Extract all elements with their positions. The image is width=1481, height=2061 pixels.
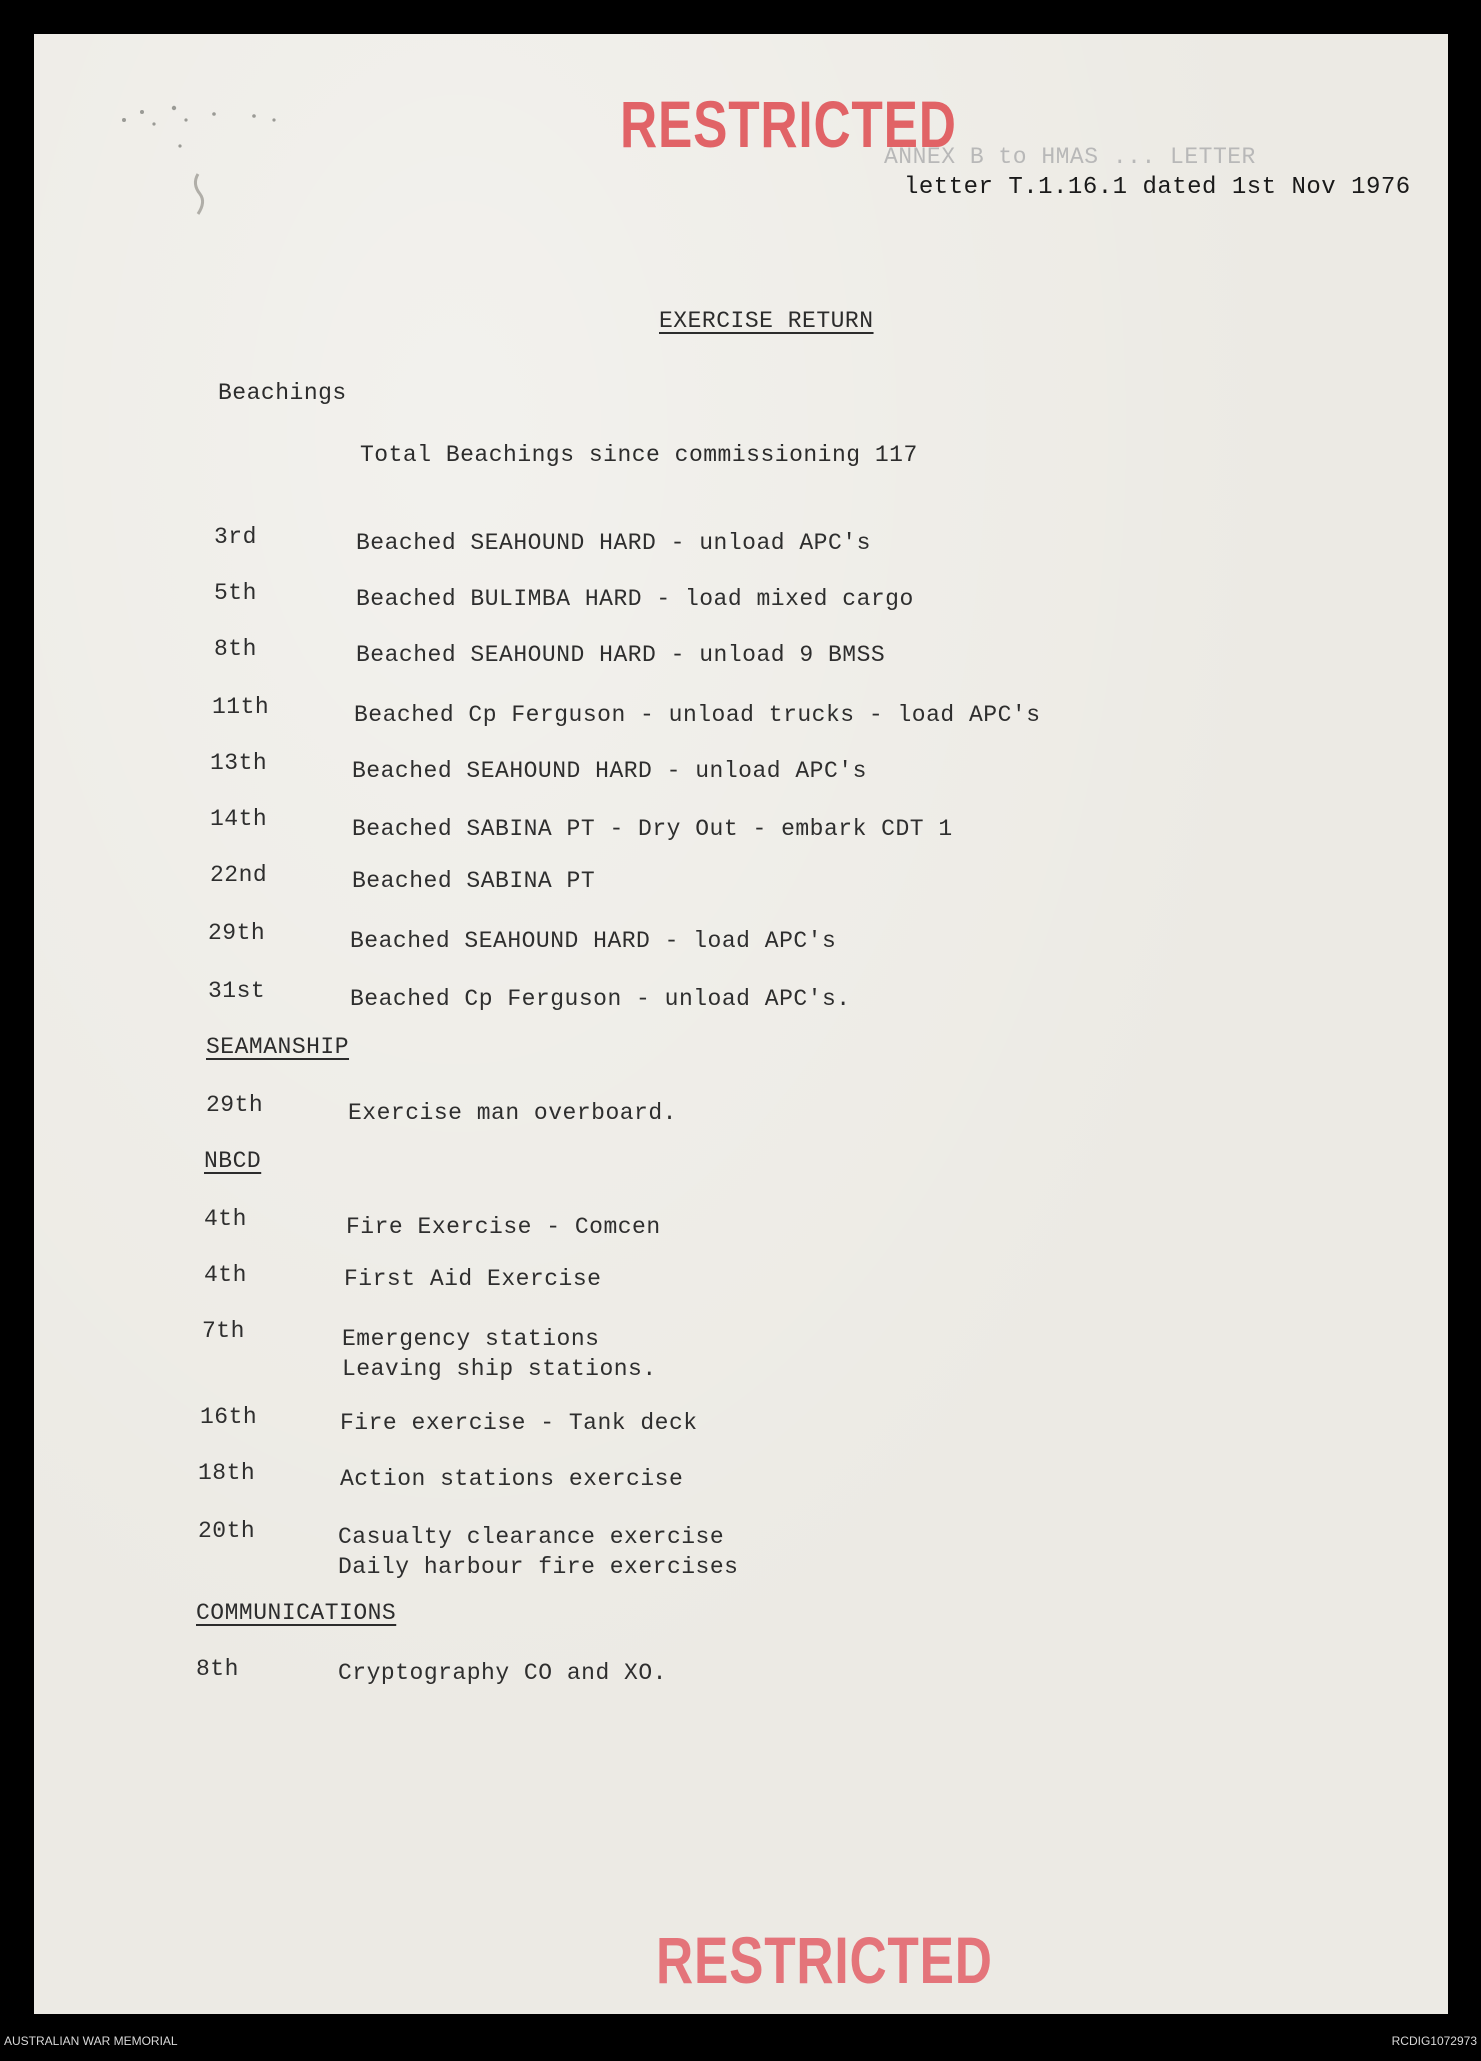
entry-date: 29th (208, 920, 266, 946)
entry-date: 31st (208, 978, 266, 1004)
entry-description: Beached SEAHOUND HARD - unload 9 BMSS (356, 642, 886, 668)
entry-date: 20th (198, 1518, 256, 1544)
footer-id: RCDIG1072973 (1391, 2034, 1477, 2048)
entry-description: Beached Cp Ferguson - unload APC's. (350, 986, 851, 1012)
entry-description: Cryptography CO and XO. (338, 1660, 667, 1686)
entry-description: Beached SEAHOUND HARD - unload APC's (356, 530, 871, 556)
entry-date: 4th (204, 1262, 247, 1288)
entry-date: 8th (196, 1656, 239, 1682)
entry-description: Beached BULIMBA HARD - load mixed cargo (356, 586, 914, 612)
entry-date: 14th (210, 806, 268, 832)
document-page (34, 34, 1448, 2014)
restricted-stamp-bottom: RESTRICTED (656, 1923, 993, 1997)
entry-description-continued: Daily harbour fire exercises (338, 1554, 739, 1580)
entry-date: 4th (204, 1206, 247, 1232)
entry-description: Emergency stations (342, 1326, 600, 1352)
entry-description: Beached SABINA PT (352, 868, 596, 894)
entry-description: Beached SEAHOUND HARD - load APC's (350, 928, 837, 954)
entry-date: 16th (200, 1404, 258, 1430)
seamanship-heading: SEAMANSHIP (206, 1034, 350, 1060)
entry-date: 5th (214, 580, 257, 606)
entry-description: Casualty clearance exercise (338, 1524, 725, 1550)
beachings-heading: Beachings (218, 380, 347, 406)
entry-description: Fire Exercise - Comcen (346, 1214, 661, 1240)
entry-description: Beached SEAHOUND HARD - unload APC's (352, 758, 867, 784)
total-beachings: Total Beachings since commissioning 117 (360, 442, 918, 468)
annex-line: ANNEX B to HMAS ... LETTER (884, 144, 1256, 170)
entry-date: 3rd (214, 524, 257, 550)
entry-description: Beached Cp Ferguson - unload trucks - load APC's (354, 702, 1041, 728)
entry-date: 29th (206, 1092, 264, 1118)
nbcd-heading: NBCD (204, 1148, 262, 1174)
letter-reference: letter T.1.16.1 dated 1st Nov 1976 (904, 174, 1411, 201)
entry-description: Beached SABINA PT - Dry Out - embark CDT 1 (352, 816, 953, 842)
footer-credit: AUSTRALIAN WAR MEMORIAL (4, 2034, 178, 2048)
entry-date: 7th (202, 1318, 245, 1344)
entry-description: Exercise man overboard. (348, 1100, 677, 1126)
document-title: EXERCISE RETURN (659, 308, 874, 334)
entry-date: 11th (212, 694, 270, 720)
entry-date: 18th (198, 1460, 256, 1486)
entry-description: Action stations exercise (340, 1466, 684, 1492)
entry-description-continued: Leaving ship stations. (342, 1356, 657, 1382)
communications-heading: COMMUNICATIONS (196, 1600, 397, 1626)
entry-description: First Aid Exercise (344, 1266, 602, 1292)
restricted-stamp-top: RESTRICTED (620, 87, 957, 161)
entry-date: 8th (214, 636, 257, 662)
entry-date: 13th (210, 750, 268, 776)
punch-holes (114, 94, 374, 234)
entry-description: Fire exercise - Tank deck (340, 1410, 698, 1436)
entry-date: 22nd (210, 862, 268, 888)
